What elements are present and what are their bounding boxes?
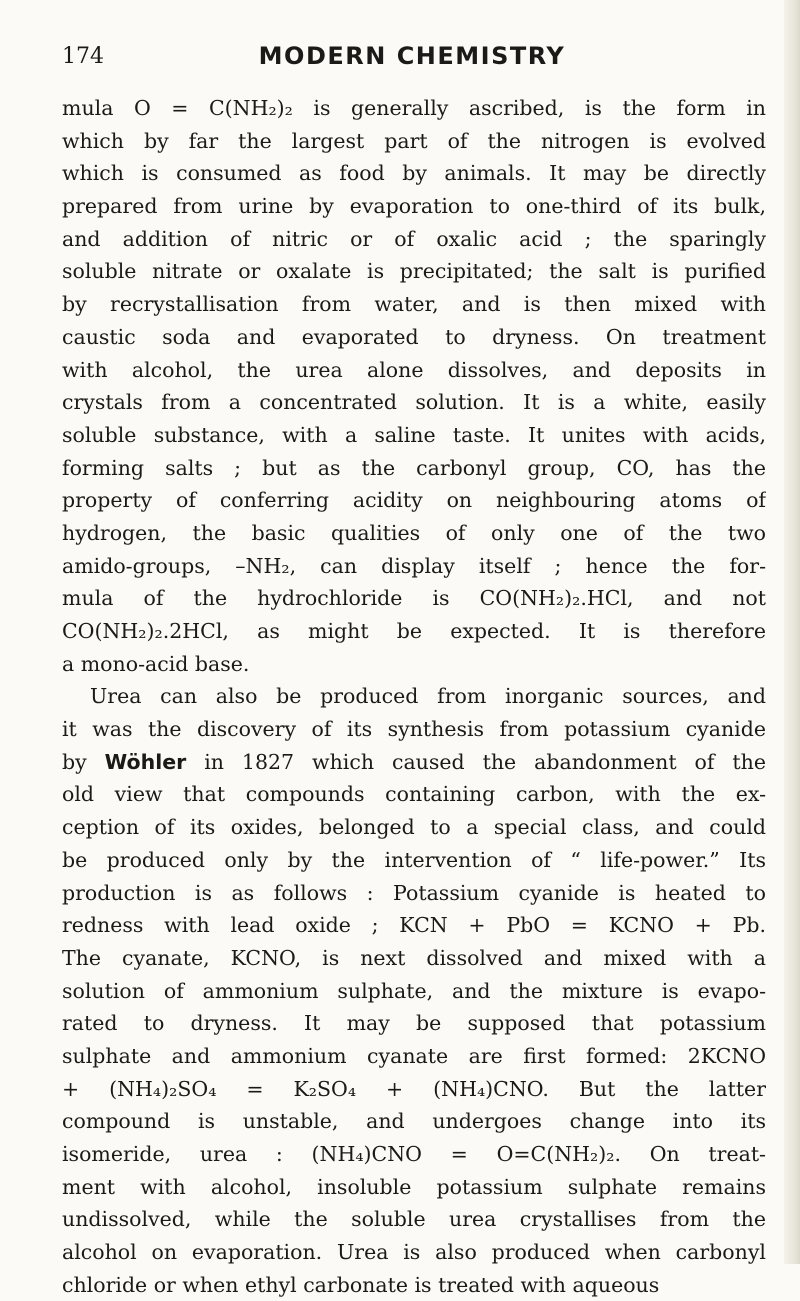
text-line: a mono-acid base.	[62, 651, 250, 676]
body-text	[62, 92, 766, 1301]
text-line: which by far the largest part of the nitrogen is evolved	[62, 128, 766, 153]
text-line: by recrystallisation from water, and is then mixed with	[62, 292, 766, 317]
text-line: mula of the hydrochloride is CO(NH₂)₂.HCl, and not	[62, 586, 766, 611]
text-line: soluble nitrate or oxalate is precipitated; the salt is purified	[62, 259, 766, 284]
text-line: caustic soda and evaporated to dryness. On treatment	[62, 324, 766, 349]
text-line: CO(NH₂)₂.2HCl, as might be expected. It is therefore	[62, 619, 766, 643]
text-line: solution of ammonium sulphate, and the mixture is evapo-	[62, 978, 766, 1003]
text-line: old view that compounds containing carbon, with the ex-	[62, 782, 766, 807]
text-line: Urea can also be produced from inorganic sources, and	[90, 684, 766, 709]
text-line: alcohol on evaporation. Urea is also produced when carbonyl	[62, 1240, 766, 1265]
text-line: rated to dryness. It may be supposed that potassium	[62, 1011, 766, 1036]
text-line: forming salts ; but as the carbonyl group, CO, has the	[62, 455, 766, 480]
text-line: property of conferring acidity on neighbouring atoms of	[62, 488, 766, 513]
text-line: production is as follows : Potassium cyanide is heated to	[62, 880, 766, 905]
text-line: soluble substance, with a saline taste. It unites with acids,	[62, 422, 766, 447]
text-line	[62, 746, 766, 779]
page-edge	[784, 0, 800, 1264]
text-line: it was the discovery of its synthesis from potassium cyanide	[62, 717, 766, 742]
text-line: ception of its oxides, belonged to a special class, and could	[62, 815, 766, 840]
running-title: MODERN CHEMISTRY	[258, 42, 566, 70]
text-line: isomeride, urea : (NH₄)CNO = O=C(NH₂)₂. On treat-	[62, 1142, 766, 1166]
text-line: crystals from a concentrated solution. It is a white, easily	[62, 390, 766, 415]
text-line: chloride or when ethyl carbonate is treated with aqueous	[62, 1272, 660, 1297]
page-number: 174	[62, 44, 104, 69]
text-fragment: by	[62, 749, 105, 774]
text-line: with alcohol, the urea alone dissolves, and deposits in	[62, 357, 766, 382]
text-line: mula O = C(NH₂)₂ is generally ascribed, is the form in	[62, 96, 766, 120]
text-fragment: in 1827 which caused the abandonment of the	[186, 749, 766, 774]
text-line: amido-groups, –NH₂, can display itself ; hence the for-	[62, 553, 766, 578]
text-line: which is consumed as food by animals. It may be directly	[62, 161, 766, 186]
text-line: hydrogen, the basic qualities of only one of the two	[62, 520, 766, 545]
text-line: compound is unstable, and undergoes change into its	[62, 1109, 766, 1134]
text-line: be produced only by the intervention of “ life-power.” Its	[62, 847, 766, 872]
text-line: undissolved, while the soluble urea crystallises from the	[62, 1207, 766, 1232]
text-line: The cyanate, KCNO, is next dissolved and mixed with a	[62, 945, 766, 970]
text-line: sulphate and ammonium cyanate are first formed: 2KCNO	[62, 1043, 766, 1068]
text-line: and addition of nitric or of oxalic acid ; the sparingly	[62, 226, 766, 251]
text-line: redness with lead oxide ; KCN + PbO = KCNO + Pb.	[62, 913, 766, 938]
running-header	[62, 44, 762, 78]
text-line: prepared from urine by evaporation to one-third of its bulk,	[62, 194, 766, 219]
author-name: Wöhler	[104, 749, 187, 774]
text-line: ment with alcohol, insoluble potassium sulphate remains	[62, 1174, 766, 1199]
text-line: + (NH₄)₂SO₄ = K₂SO₄ + (NH₄)CNO. But the latter	[62, 1076, 766, 1101]
